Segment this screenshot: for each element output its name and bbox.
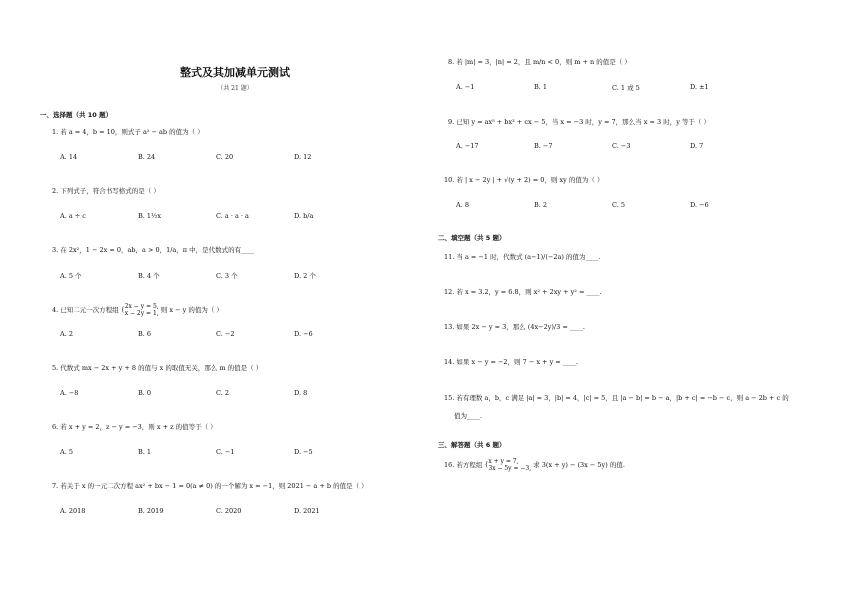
q6-option-a: A. 5 (60, 448, 73, 456)
q7-option-a: A. 2018 (60, 507, 86, 515)
question-3: 3. 在 2x²，1 − 2x = 0，ab，a > 0，1/a，π 中，是代数式的有____ (52, 246, 255, 254)
q1-option-b: B. 24 (138, 153, 156, 161)
question-2: 2. 下列式子，符合书写格式的是（ ） (52, 187, 160, 195)
section-heading-choice: 一、选择题（共 10 题） (40, 111, 113, 119)
q3-option-a: A. 5 个 (60, 272, 82, 280)
question-4 (52, 303, 223, 317)
question-14: 14. 如果 x − y = −2，则 7 − x + y = ____. (444, 358, 578, 366)
q6-option-b: B. 1 (138, 448, 152, 456)
q4-stem-end: 则 x − y 的值为（ ） (160, 306, 223, 314)
q16-stem-start: 16. 若方程组 (444, 461, 483, 469)
q4-equation-2: x − 2y = 1, (124, 310, 159, 317)
q7-option-c: C. 2020 (216, 507, 242, 515)
section-heading-fill: 二、填空题（共 5 题） (438, 234, 506, 242)
q8-option-a: A. −1 (456, 83, 475, 91)
question-13: 13. 如果 2x − y = 3，那么 (4x−2y)/3 = ____. (444, 323, 585, 331)
q5-option-d: D. 8 (294, 389, 308, 397)
q16-equation-system: { x + y = 7, 3x − 5y = −3, (484, 458, 532, 472)
q2-option-d: D. b/a (294, 212, 314, 220)
page-subtitle: （共 21 题） (217, 85, 253, 92)
q10-option-a: A. 8 (456, 201, 469, 209)
q1-option-d: D. 12 (294, 153, 312, 161)
q3-option-b: B. 4 个 (138, 272, 160, 280)
question-1: 1. 若 a = 4，b = 10，则式子 a² − ab 的值为（ ） (52, 128, 204, 136)
question-15-line-2: 值为____. (454, 412, 483, 420)
question-6: 6. 若 x + y = 2，z − y = −3，则 x + z 的值等于（ ） (52, 423, 217, 431)
q4-option-c: C. −2 (216, 330, 235, 338)
q1-option-c: C. 20 (216, 153, 234, 161)
question-7: 7. 若关于 x 的一元二次方程 ax² + bx − 1 = 0(a ≠ 0) 的一个解为 x = −1，则 2021 − a + b 的值是（ ） (52, 482, 368, 490)
q4-option-b: B. 6 (138, 330, 152, 338)
q7-option-b: B. 2019 (138, 507, 164, 515)
q1-option-a: A. 14 (60, 153, 78, 161)
q4-option-d: D. −6 (294, 330, 313, 338)
q9-option-a: A. −17 (456, 142, 479, 150)
q10-option-b: B. 2 (534, 201, 548, 209)
q16-stem-end: 求 3(x + y) − (3x − 5y) 的值. (533, 461, 625, 469)
q3-option-d: D. 2 个 (294, 272, 316, 280)
q9-option-c: C. −3 (612, 142, 631, 150)
question-5: 5. 代数式 mx − 2x + y + 8 的值与 x 的取值无关，那么 m 的值是（ ） (52, 364, 263, 372)
q4-equation-system: { 2x − y = 5, x − 2y = 1, (120, 303, 159, 317)
question-8: 8. 若 |m| = 3，|n| = 2，且 m/n < 0，则 m + n 的值是（ ） (448, 58, 631, 66)
q5-option-c: C. 2 (216, 389, 230, 397)
q9-option-b: B. −7 (534, 142, 553, 150)
q4-equation-1: 2x − y = 5, (124, 303, 159, 310)
q8-option-b: B. 1 (534, 83, 548, 91)
question-10: 10. 若 | x − 2y | + √(y + 2) = 0，则 xy 的值为（ ） (444, 176, 604, 184)
q2-option-a: A. a ÷ c (60, 212, 86, 220)
question-12: 12. 若 x = 3.2，y = 6.8，则 x² + 2xy + y² = ____. (444, 288, 602, 296)
q8-option-c: C. 1 或 5 (612, 84, 640, 92)
q16-equation-1: x + y = 7, (488, 458, 519, 465)
page-title: 整式及其加减单元测试 (180, 66, 290, 79)
question-11: 11. 当 a = −1 时，代数式 (a−1)/(−2a) 的值为____. (444, 253, 601, 261)
q5-option-a: A. −8 (60, 389, 79, 397)
q10-option-d: D. −6 (690, 201, 709, 209)
q4-stem-start: 4. 已知二元一次方程组 (52, 306, 119, 314)
q8-option-d: D. ±1 (690, 83, 709, 91)
q6-option-c: C. −1 (216, 448, 235, 456)
q4-option-a: A. 2 (60, 330, 73, 338)
q7-option-d: D. 2021 (294, 507, 320, 515)
q16-equation-2: 3x − 5y = −3, (488, 465, 532, 472)
q3-option-c: C. 3 个 (216, 272, 238, 280)
q5-option-b: B. 0 (138, 389, 152, 397)
q10-option-c: C. 5 (612, 201, 626, 209)
q9-option-d: D. 7 (690, 142, 704, 150)
q2-option-c: C. a · a · a (216, 212, 249, 220)
question-16 (444, 458, 625, 472)
question-9: 9. 已知 y = ax⁵ + bx³ + cx − 5，当 x = −3 时，y = 7，那么当 x = 3 时，y 等于（ ） (448, 118, 711, 126)
section-heading-solve: 三、解答题（共 6 题） (438, 441, 506, 449)
question-15: 15. 若有理数 a，b，c 满足 |a| = 3，|b| = 4，|c| = 5，且 |a − b| = b − a，|b + c| = −b − c，则 a − 2b + c 的 (444, 394, 789, 402)
q6-option-d: D. −5 (294, 448, 313, 456)
q2-option-b: B. 1½x (138, 212, 162, 220)
